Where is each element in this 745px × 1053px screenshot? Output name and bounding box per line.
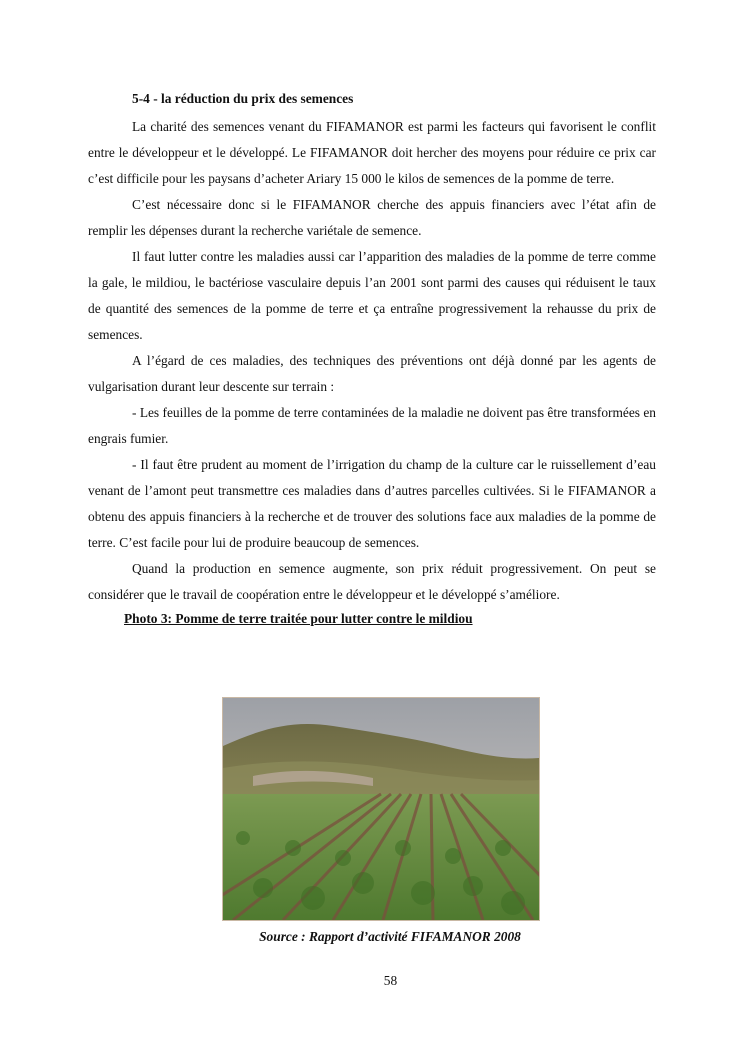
photo-caption: Photo 3: Pomme de terre traitée pour lutter contre le mildiou <box>124 611 473 626</box>
paragraph-5: - Les feuilles de la pomme de terre contaminées de la maladie ne doivent pas être transformées en engrais fumier. <box>88 405 656 446</box>
paragraph-4: A l’égard de ces maladies, des techniques des préventions ont déjà donné par les agents de vulgarisation durant leur descente sur terrain : <box>88 353 656 394</box>
body-text <box>88 86 656 630</box>
paragraph-3: Il faut lutter contre les maladies aussi car l’apparition des maladies de la pomme de terre comme la gale, le mildiou, le bactériose vasculaire depuis l’an 2001 sont parmi des causes qui réduisent le taux de quantité des semences de la pomme de terre et ça entraîne progressivement la rehausse du prix de semences. <box>88 249 656 342</box>
paragraph-2: C’est nécessaire donc si le FIFAMANOR cherche des appuis financiers avec l’état afin de remplir les dépenses durant la recherche variétale de semence. <box>88 197 656 238</box>
section-heading: 5-4 - la réduction du prix des semences <box>132 91 354 106</box>
potato-field-photo <box>222 697 540 921</box>
page-number: 58 <box>383 973 398 988</box>
paragraph-7: Quand la production en semence augmente, son prix réduit progressivement. On peut se considérer que le travail de coopération entre le développeur et le développé s’améliore. <box>88 561 656 602</box>
paragraph-6: - Il faut être prudent au moment de l’irrigation du champ de la culture car le ruissellement d’eau venant de l’amont peut transmettre ces maladies dans d’autres parcelles cultivées. Si le FIFAMANOR a obtenu des appuis financiers à la recherche et de trouver des solutions face aux maladies de la pomme de terre. C’est facile pour lui de produire beaucoup de semences. <box>88 457 656 550</box>
paragraph-1: La charité des semences venant du FIFAMANOR est parmi les facteurs qui favorisent le conflit entre le développeur et le développé. Le FIFAMANOR doit hercher des moyens pour réduire ce prix car c’est difficile pour les paysans d’acheter Ariary 15 000 le kilos de semences de la pomme de terre. <box>88 119 656 186</box>
photo-source: Source : Rapport d’activité FIFAMANOR 2008 <box>259 929 521 944</box>
